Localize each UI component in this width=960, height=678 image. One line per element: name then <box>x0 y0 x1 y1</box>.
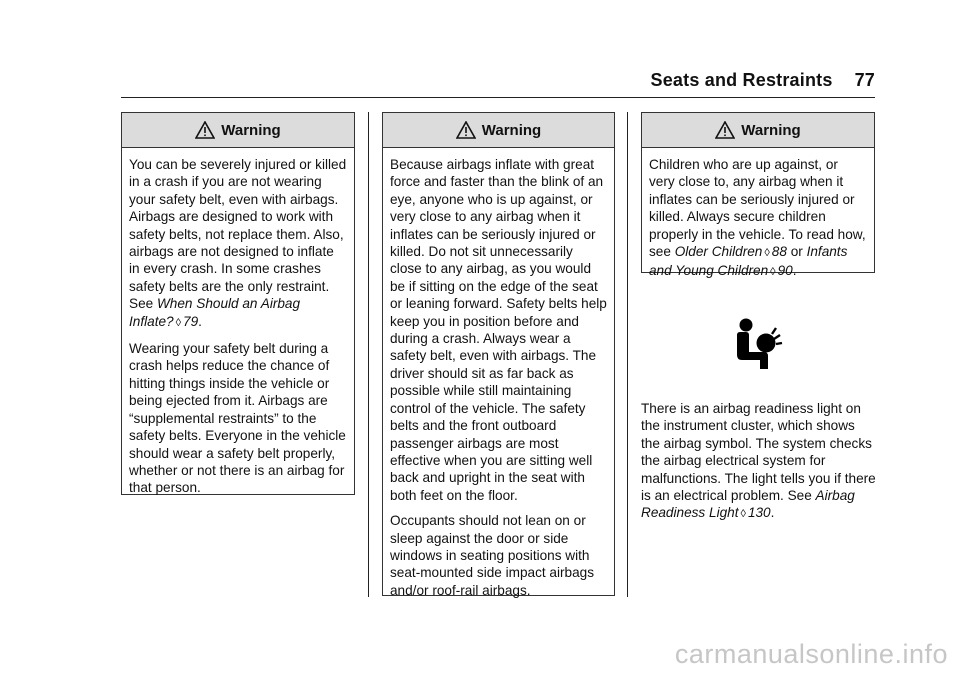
warning-box-2 <box>382 112 615 596</box>
warning-header <box>642 113 874 148</box>
warning-body <box>383 148 614 607</box>
warning-text: Occupants should not lean on or sleep against the door or side windows in seating positions with seat-mounted side impact airbags and/or roof-rail airbags. <box>390 513 595 598</box>
warning-box-1 <box>121 112 355 495</box>
page-ref-symbol: ◊ <box>175 316 182 329</box>
warning-title: Warning <box>481 121 542 139</box>
warning-box-3 <box>641 112 875 279</box>
warning-triangle-icon <box>456 121 476 139</box>
warning-header <box>383 113 614 148</box>
warning-title: Warning <box>741 121 801 139</box>
warning-text: You can be severely injured or killed in a crash if you are not wearing your safety belt, even with airbags. Airbags are designed to work with safety belts, not replace them. Also, airbags are not designed to inflate in every crash. In some crashes safety belts are the only restraint. See <box>129 157 347 312</box>
warning-text: Wearing your safety belt during a crash helps reduce the chance of hitting things inside the vehicle or being ejected from it. Airbags are “supplemental restraints” to the safety belts. Everyone in the vehicle should wear a safety belt properly, whether or not there is an airbag for that person. <box>129 341 346 496</box>
page-number: 77 <box>854 70 875 90</box>
xref-link[interactable]: Infants and Young Children <box>649 244 848 279</box>
warning-body: You can be severely injured or killed in a crash if you are not wearing your safety belt, even with airbags. Airbags are designed to work with safety belts, not replace them. Also, airbags are not designed to inflate in every crash. In some crashes safety belts are the only restraint. See When Should an Airbag Inflate? ◊ 79. Wearing your safety belt during a crash helps reduce the chance of hitting things inside the vehicle or being ejected from it. Airbags are “supplemental restraints” to the safety belts. Everyone in the vehicle should wear a safety belt properly, whether or not there is an airbag for that person. <box>129 157 347 496</box>
conjunction: or <box>790 244 803 260</box>
airbag-readiness-text: There is an airbag readiness light on the instrument cluster, which shows the airbag symbol. The system checks the airbag electrical system for malfunctions. The light tells you if there is an electrical problem. See Airbag Readiness Light ◊ 130. <box>641 401 876 521</box>
warning-title: Warning <box>221 121 281 139</box>
xref-link[interactable]: Airbag Readiness Light <box>641 488 855 521</box>
warning-text: Children who are up against, or very close to, any airbag when it inflates can be seriously injured or killed. Always secure children properly in the vehicle. To read how, see <box>649 157 866 260</box>
xref-page[interactable]: 79 <box>183 313 199 329</box>
warning-header <box>122 113 354 148</box>
watermark: carmanualsonline.info <box>674 639 948 669</box>
warning-body: Children who are up against, or very close to, any airbag when it inflates can be seriously injured or killed. Always secure children properly in the vehicle. To read how, see Older Children ◊ 88 or Infants and Young Children ◊ 90. <box>649 157 866 279</box>
column-divider <box>368 112 369 597</box>
xref-page[interactable]: 130 <box>747 505 771 521</box>
xref-page[interactable]: 88 <box>771 244 787 260</box>
body-text: There is an airbag readiness light on the instrument cluster, which shows the airbag symbol. The system checks the airbag electrical system for malfunctions. The light tells you if there is an electrical problem. See <box>641 401 876 504</box>
page-ref-symbol: ◊ <box>770 266 776 279</box>
page-ref-symbol: ◊ <box>740 508 746 521</box>
xref-link[interactable]: When Should an Airbag Inflate? <box>129 296 301 329</box>
header-rule <box>121 97 875 98</box>
section-title: Seats and Restraints <box>650 70 833 90</box>
xref-link[interactable]: Older Children <box>674 244 763 260</box>
warning-triangle-icon <box>195 121 215 139</box>
warning-text: Because airbags inflate with great force and faster than the blink of an eye, anyone who is up against, or very close to any airbag when it inflates can be seriously injured or killed. Do not sit unnecessarily close to any airbag, as you would be if sitting on the edge of the seat or leaning forward. Safety belts help keep you in position before and during a crash. Always wear a safety belt, even with airbags. The driver should sit as far back as possible while still maintaining control of the vehicle. The safety belts and the front outboard passenger airbags are most effective when you are sitting well back and upright in the seat with both feet on the floor. <box>390 157 607 503</box>
page-ref-symbol: ◊ <box>764 247 770 260</box>
warning-triangle-icon <box>715 121 735 139</box>
column-divider <box>627 112 628 597</box>
page-header <box>651 70 876 91</box>
airbag-readiness-icon <box>734 317 786 373</box>
xref-page[interactable]: 90 <box>777 263 793 279</box>
